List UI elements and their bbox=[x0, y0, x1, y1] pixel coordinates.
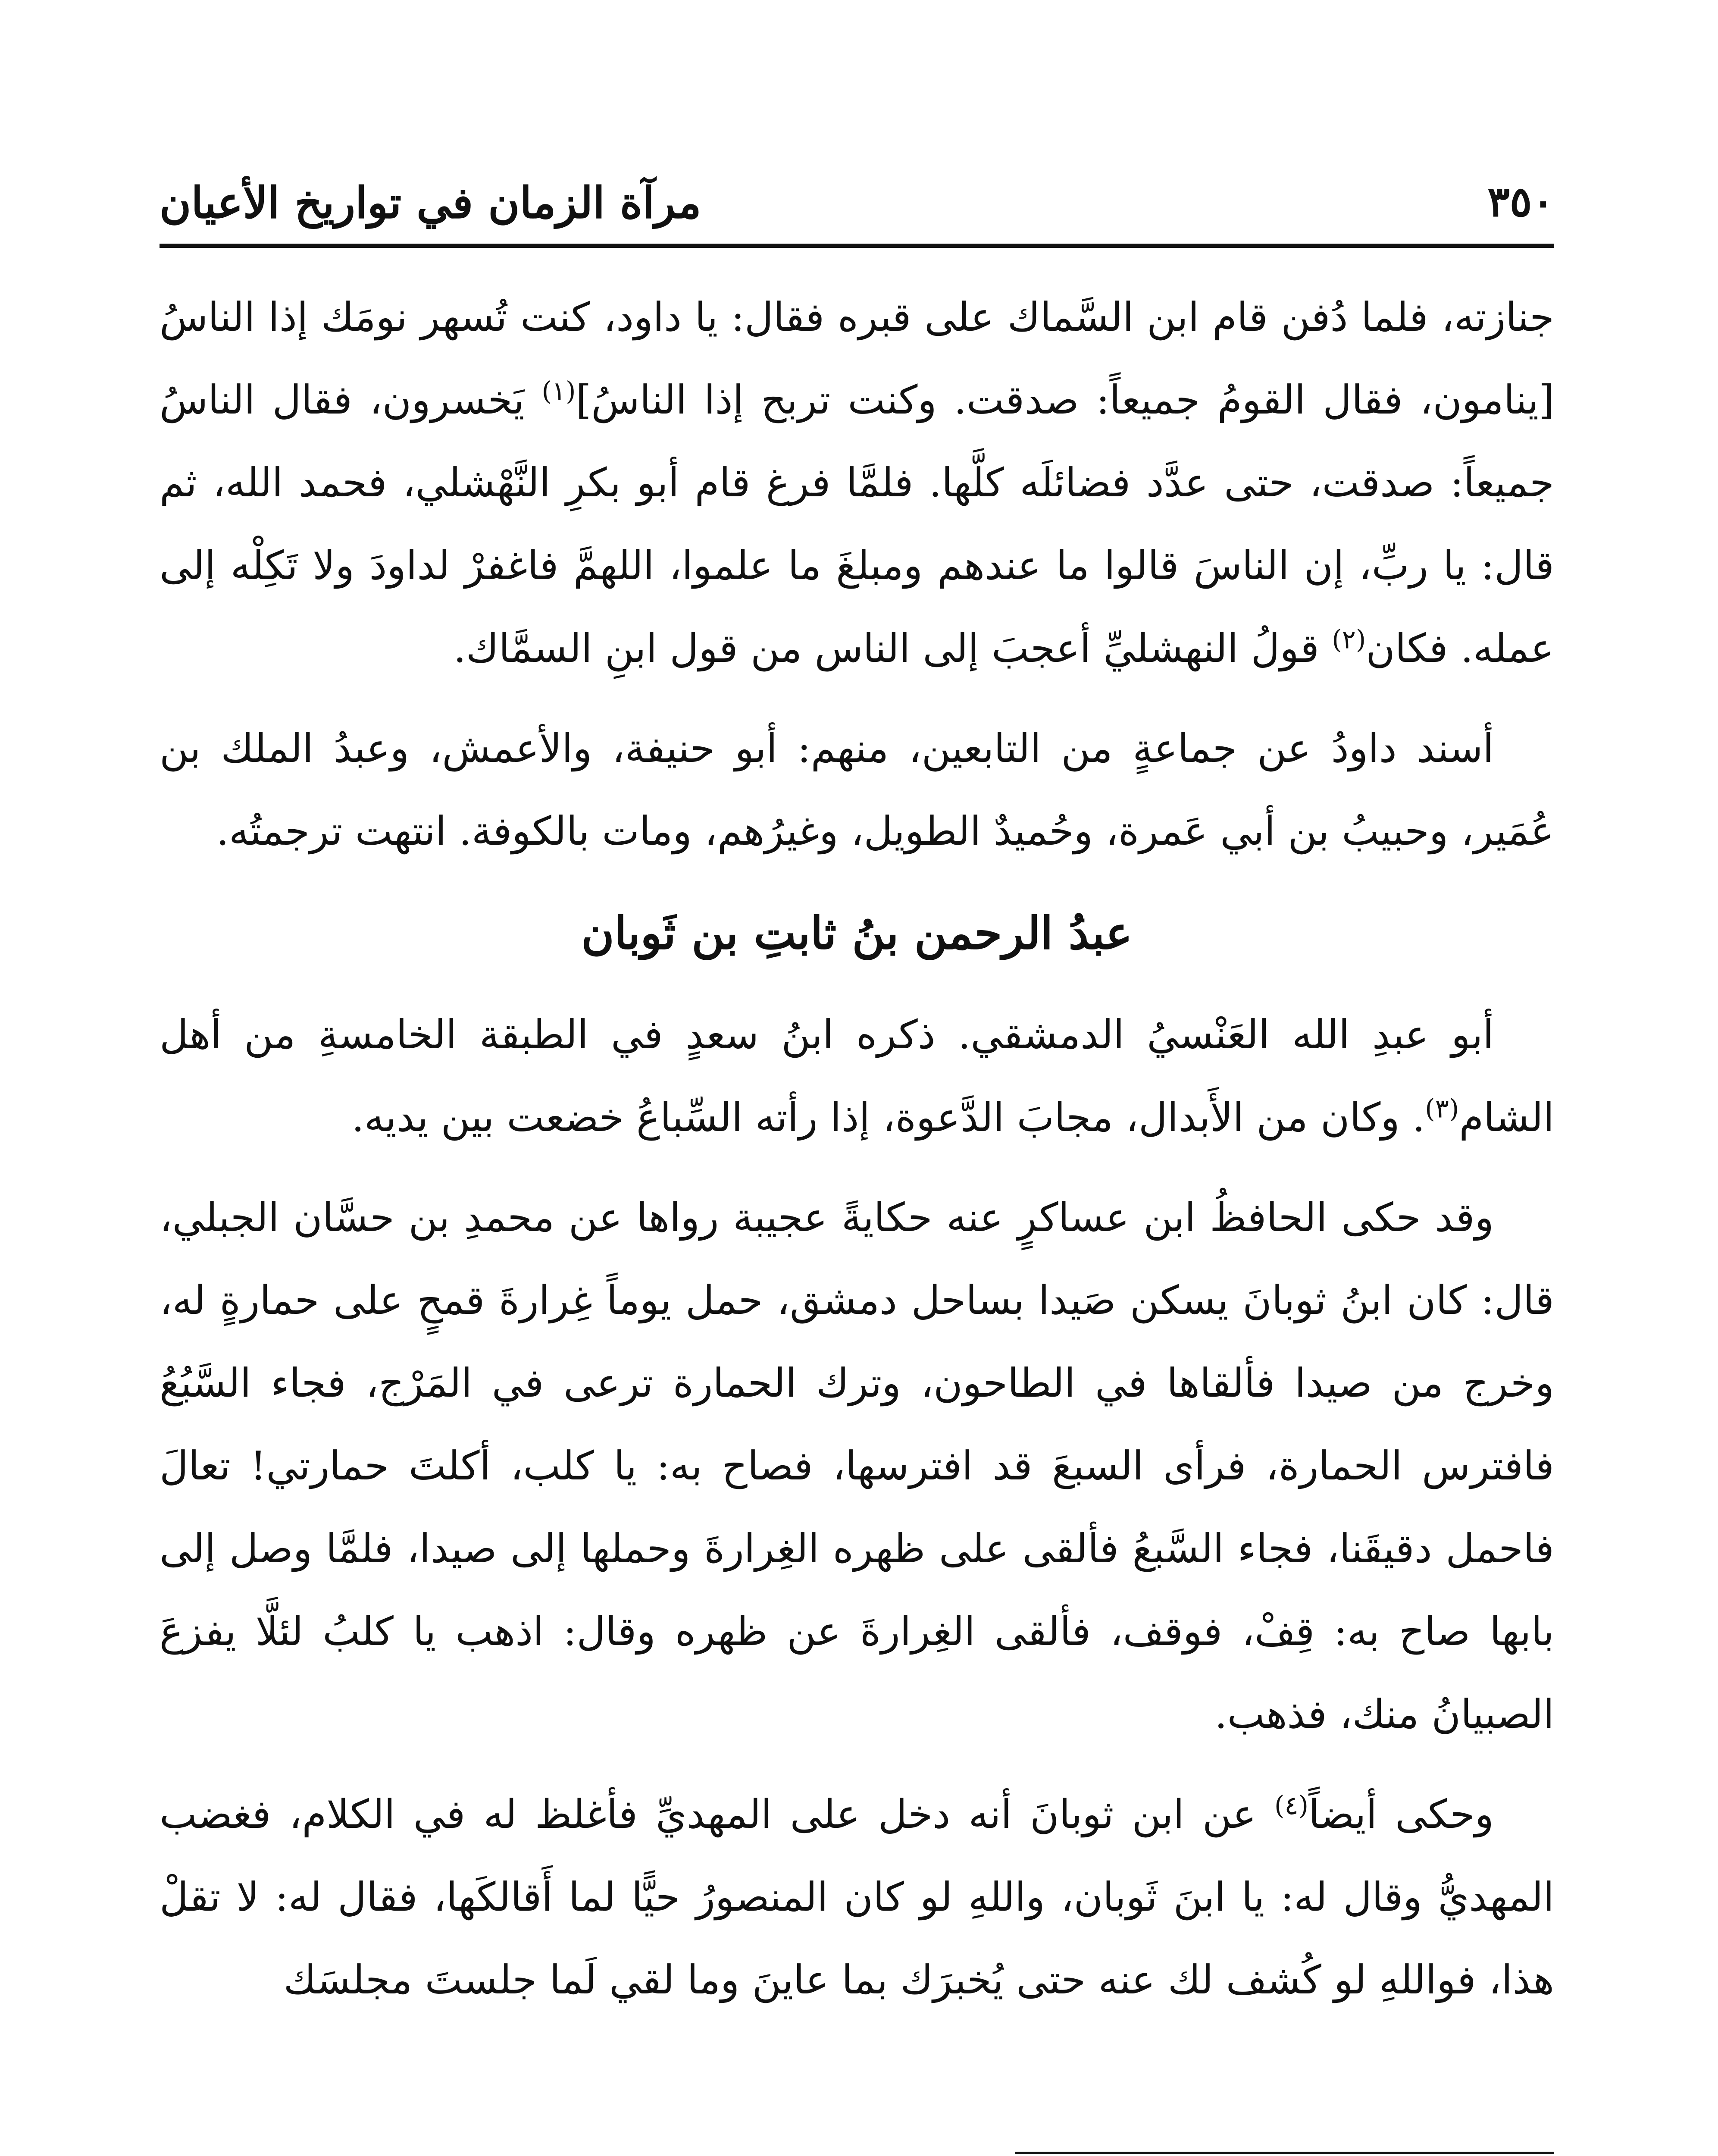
footnote-ref-2: (٢) bbox=[1332, 624, 1366, 655]
paragraph-funeral bbox=[160, 276, 1554, 690]
footnote-rule bbox=[1015, 2152, 1554, 2154]
paragraph-text: . وكان من الأَبدال، مجابَ الدَّعوة، إذا رأته السِّباعُ خضعت بين يديه. bbox=[351, 1094, 1425, 1141]
footnote-ref-4: (٤) bbox=[1274, 1790, 1309, 1821]
paragraph-narrators: أسند داودُ عن جماعةٍ من التابعين، منهم: أبو حنيفة، والأعمش، وعبدُ الملك بن عُمَير، وحبيبُ بن أبي عَمرة، وحُميدٌ الطويل، وغيرُهم، ومات بالكوفة. انتهت ترجمتُه. bbox=[160, 725, 1554, 854]
section-heading: عبدُ الرحمن بنُ ثابتِ بن ثَوبان bbox=[581, 906, 1133, 959]
paragraph-text: عن ابن ثوبانَ أنه دخل على المهديِّ فأغلظ له في الكلام، فغضب المهديُّ وقال له: يا ابنَ ثَوبان، واللهِ لو كان المنصورُ حيًّا لما أَقالكَها، فقال له: لا تقلْ هذا، فواللهِ لو كُشف لك عنه حتى يُخبرَك بما عاينَ وما لقي لَما جلستَ مجلسَك bbox=[160, 1791, 1554, 2003]
running-title: مرآة الزمان في تواريخ الأعيان bbox=[160, 177, 701, 228]
paragraph-biography bbox=[160, 993, 1554, 1159]
paragraph-text: جنازته، فلما دُفن قام ابن السَّماك على قبره فقال: يا داود، كنت تُسهر نومَك إذا الناسُ [ينامون، فقال القومُ جميعاً: صدقت. وكنت تربح إذا الناسُ] bbox=[160, 294, 1554, 423]
paragraph-text: قولُ النهشليِّ أعجبَ إلى الناس من قول ابنِ السمَّاك. bbox=[453, 625, 1332, 671]
paragraph-text: أبو عبدِ الله العَنْسيُ الدمشقي. ذكره ابنُ سعدٍ في الطبقة الخامسةِ من أهل الشام bbox=[160, 1012, 1554, 1141]
footnote-ref-1: (١) bbox=[541, 376, 576, 407]
page-number: ٣٥٠ bbox=[1487, 177, 1554, 226]
paragraph-mahdi bbox=[160, 1773, 1554, 2021]
paragraph-text: وحكى أيضاً bbox=[1308, 1791, 1494, 1837]
paragraph-text: يَخسرون، فقال الناسُ جميعاً: صدقت، حتى عدَّد فضائلَه كلَّها. فلمَّا فرغ قام أبو بكرِ النَّهْشلي، فحمد الله، ثم قال: يا ربِّ، إن الناسَ قالوا ما عندهم ومبلغَ ما علموا، اللهمَّ فاغفرْ لداودَ ولا تَكِلْه إلى عمله. فكان bbox=[160, 377, 1554, 671]
header-rule bbox=[160, 244, 1554, 248]
paragraph-story: وقد حكى الحافظُ ابن عساكرٍ عنه حكايةً عجيبة رواها عن محمدِ بن حسَّان الجبلي، قال: كان ابنُ ثوبانَ يسكن صَيدا بساحل دمشق، حمل يوماً غِرارةَ قمحٍ على حمارةٍ له، وخرج من صيدا فألقاها في الطاحون، وترك الحمارة ترعى في المَرْج، فجاء السَّبُعُ فافترس الحمارة، فرأى السبعَ قد افترسها، فصاح به: يا كلب، أكلتَ حمارتي! تعالَ فاحمل دقيقَنا، فجاء السَّبعُ فألقى على ظهره الغِرارةَ وحملها إلى صيدا، فلمَّا وصل إلى بابها صاح به: قِفْ، فوقف، فألقى الغِرارةَ عن ظهره وقال: اذهب يا كلبُ لئلَّا يفزعَ الصبيانُ منك، فذهب. bbox=[160, 1194, 1554, 1737]
page-header bbox=[160, 164, 1554, 250]
main-text bbox=[160, 276, 1554, 2039]
footnote-ref-3: (٣) bbox=[1425, 1094, 1459, 1124]
